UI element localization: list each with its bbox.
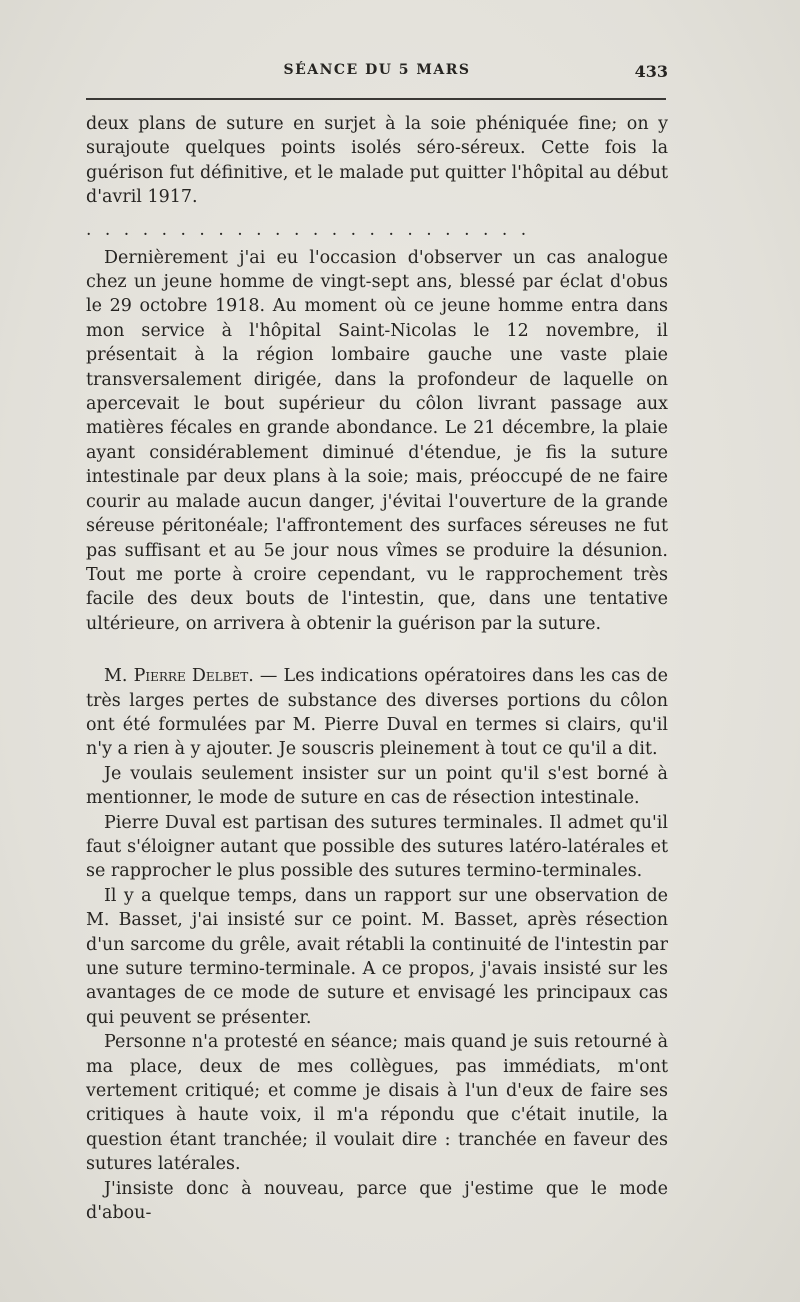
paragraph-3	[86, 664, 668, 762]
paragraph-3-text: — Les indications opératoires dans les cas de très larges pertes de substance des diverses portions du côlon ont été formulées par M. Pierre Duval en termes si clairs, qu'il n'y a rien à y ajouter. Je souscris pleinement à tout ce qu'il a dit.	[86, 666, 668, 760]
paragraph-5: Pierre Duval est partisan des sutures terminales. Il admet qu'il faut s'éloigner autant que possible des sutures latéro-latérales et se rapprocher le plus possible des sutures termino-terminales.	[86, 812, 668, 882]
page-number: 433	[634, 62, 668, 81]
paragraph-8: J'insiste donc à nouveau, parce que j'estime que le mode d'abou-	[86, 1178, 668, 1224]
page-header	[86, 62, 668, 86]
paragraph-4: Je voulais seulement insister sur un point qu'il s'est borné à mentionner, le mode de suture en cas de résection intestinale.	[86, 763, 668, 809]
paragraph-7: Personne n'a protesté en séance; mais quand je suis retourné à ma place, deux de mes collègues, pas immédiats, m'ont vertement critiqué; et comme je disais à l'un d'eux de faire ses critiques à haute voix, il m'a répondu que c'était inutile, la question étant tranchée; il voulait dire : tranchée en faveur des sutures latérales.	[86, 1032, 668, 1175]
body-text	[86, 112, 668, 1225]
paragraph-2: Dernièrement j'ai eu l'occasion d'observer un cas analogue chez un jeune homme de vingt-sept ans, blessé par éclat d'obus le 29 octobre 1918. Au moment où ce jeune homme entra dans mon service à l'hôpital Saint-Nicolas le 12 novembre, il présentait à la région lombaire gauche une vaste plaie transversalement dirigée, dans la profondeur de laquelle on apercevait le bout supérieur du côlon livrant passage aux matières fécales en grande abondance. Le 21 décembre, la plaie ayant considérablement diminué d'étendue, je fis la suture intestinale par deux plans à la soie; mais, préoccupé de ne faire courir au malade aucun danger, j'évitai l'ouverture de la grande séreuse péritonéale; l'affrontement des surfaces séreuses ne fut pas suffisant et au 5e jour nous vîmes se produire la désunion. Tout me porte à croire cependant, vu le rapprochement très facile des deux bouts de l'intestin, que, dans une tentative ultérieure, on arrivera à obtenir la guérison par la suture.	[86, 247, 668, 634]
ellipsis-row: ........................	[86, 219, 540, 240]
paragraph-1: deux plans de suture en surjet à la soie phéniquée fine; on y surajoute quelques points isolés séro-séreux. Cette fois la guérison fut définitive, et le malade put quitter l'hôpital au début d'avril 1917.	[86, 114, 668, 208]
section-gap	[86, 636, 668, 664]
running-title: SÉANCE DU 5 MARS	[283, 62, 471, 78]
speaker-name: M. Pierre Delbet.	[104, 666, 254, 687]
paragraph-6: Il y a quelque temps, dans un rapport sur une observation de M. Basset, j'ai insisté sur ce point. M. Basset, après résection d'un sarcome du grêle, avait rétabli la continuité de l'intestin par une suture termino-terminale. A ce propos, j'avais insisté sur les avantages de ce mode de suture et envisagé les principaux cas qui peuvent se présenter.	[86, 885, 668, 1028]
header-rule	[86, 98, 666, 100]
